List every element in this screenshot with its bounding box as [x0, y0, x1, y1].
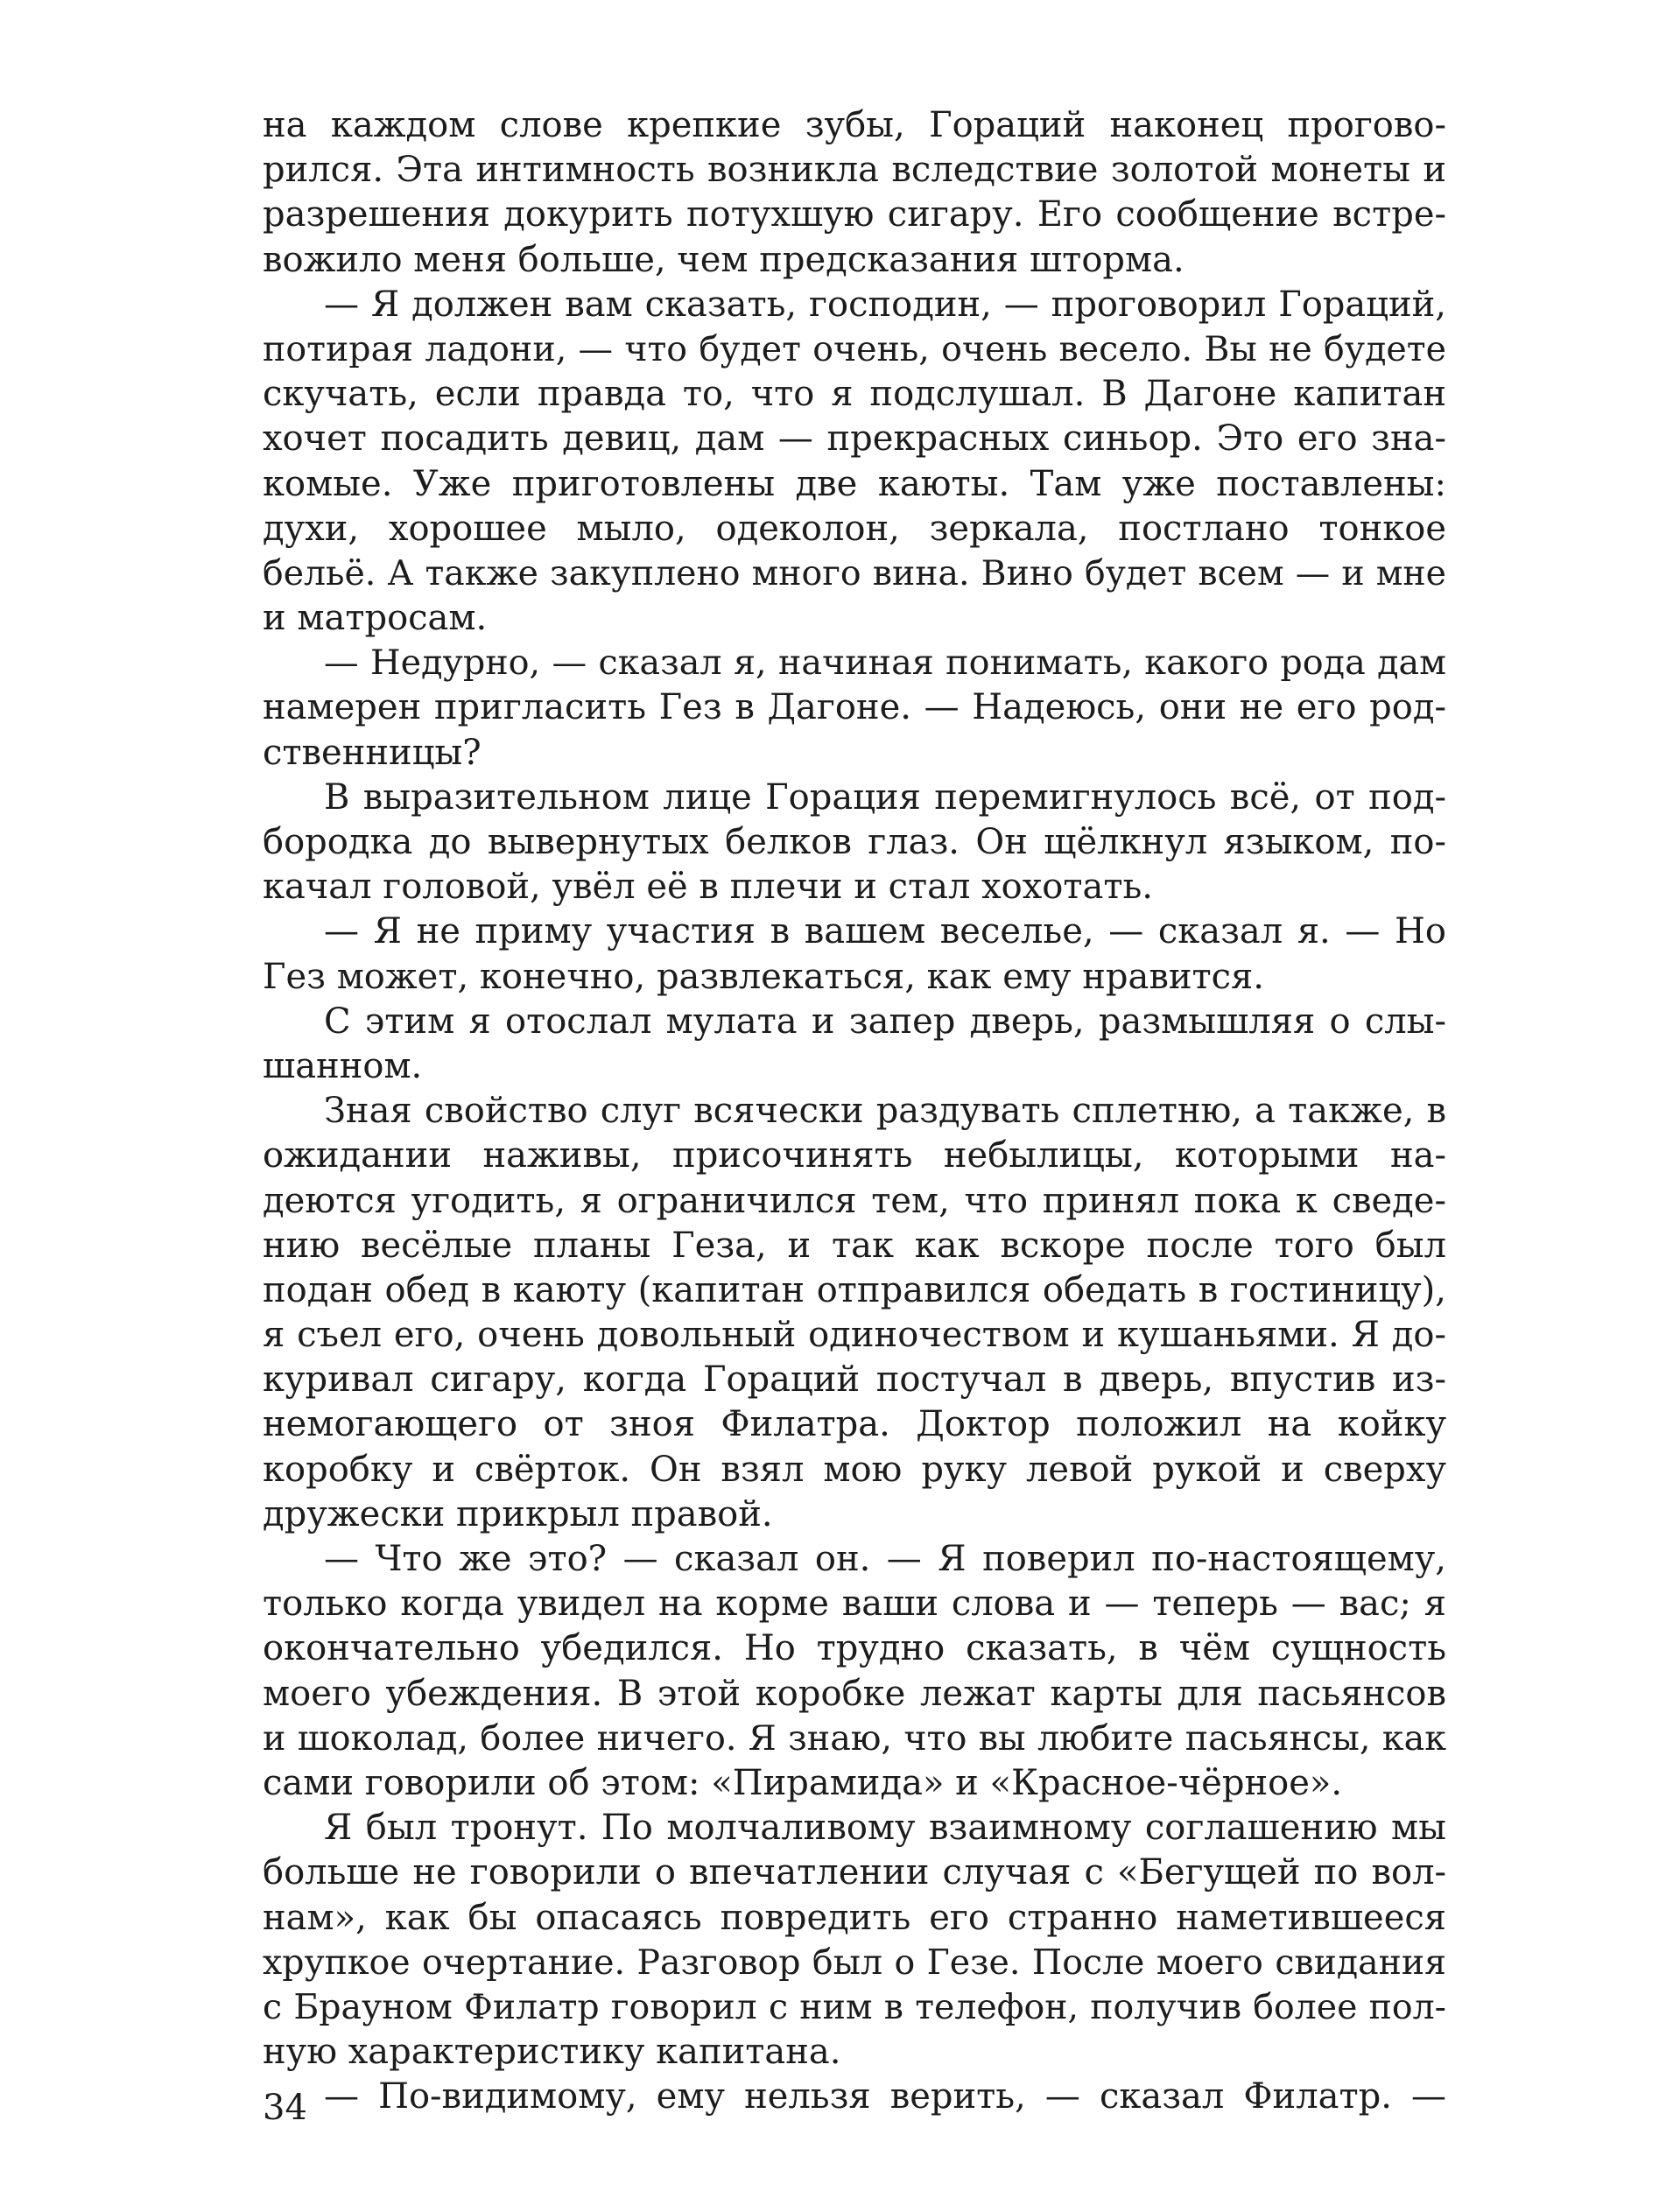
text-line: деются угодить, я ограничился тем, что принял пока к сведе-: [263, 1180, 1446, 1221]
text-line: комые. Уже приготовлены две каюты. Там уже поставлены:: [263, 463, 1446, 504]
text-line: вожило меня больше, чем предсказания шторма.: [263, 239, 1184, 280]
text-line: с Брауном Филатр говорил с ним в телефон, получив более пол-: [263, 1986, 1446, 2027]
text-line: — Недурно, — сказал я, начиная понимать, какого рода дам: [324, 643, 1446, 684]
text-line: разрешения докурить потухшую сигару. Его сообщение встре-: [263, 194, 1446, 235]
text-line: ную характеристику капитана.: [263, 2032, 841, 2073]
text-line: шанном.: [263, 1045, 423, 1086]
text-line: нам», как бы опасаясь повредить его странно наметившееся: [263, 1897, 1446, 1938]
text-line: и матросам.: [263, 598, 488, 639]
text-line: бородка до вывернутых белков глаз. Он щёлкнул языком, по-: [263, 822, 1446, 862]
text-line: подан обед в каюту (капитан отправился обедать в гостиницу),: [263, 1269, 1446, 1310]
text-line: духи, хорошее мыло, одеколон, зеркала, постлано тонкое: [263, 508, 1446, 549]
text-line: Гез может, конечно, развлекаться, как ему нравится.: [263, 956, 1265, 997]
text-line: я съел его, очень довольный одиночеством и кушаньями. Я до-: [263, 1315, 1446, 1356]
text-line: качал головой, увёл её в плечи и стал хохотать.: [263, 867, 1153, 908]
text-line: нию весёлые планы Геза, и так как вскоре после того был: [263, 1225, 1446, 1266]
text-line: сами говорили об этом: «Пирамида» и «Красное-чёрное».: [263, 1762, 1343, 1803]
text-line: — Я не приму участия в вашем веселье, — сказал я. — Но: [324, 911, 1446, 952]
text-line: куривал сигару, когда Гораций постучал в дверь, впустив из-: [263, 1359, 1446, 1401]
text-line: на каждом слове крепкие зубы, Гораций наконец прогово-: [263, 105, 1446, 145]
text-line: В выразительном лице Горация перемигнулось всё, от под-: [324, 776, 1446, 818]
book-page-text: [263, 103, 1446, 2187]
text-line: ожидании наживы, присочинять небылицы, которыми на-: [263, 1135, 1446, 1176]
text-line: Зная свойство слуг всячески раздувать сплетню, а также, в: [324, 1091, 1446, 1132]
text-line: ственницы?: [263, 732, 482, 773]
text-line: окончательно убедился. Но трудно сказать, в чём сущность: [263, 1628, 1446, 1669]
text-line: немогающего от зноя Филатра. Доктор положил на койку: [263, 1404, 1446, 1445]
text-line: — Что же это? — сказал он. — Я поверил по-настоящему,: [324, 1539, 1446, 1579]
text-line: скучать, если правда то, что я подслушал. В Дагоне капитан: [263, 374, 1446, 415]
text-line: — Я должен вам сказать, господин, — проговорил Гораций,: [324, 284, 1446, 325]
page-number: 34: [263, 2088, 307, 2128]
text-line: коробку и свёрток. Он взял мою руку левой рукой и сверху: [263, 1449, 1446, 1490]
text-line: хочет посадить девиц, дам — прекрасных синьор. Это его зна-: [263, 418, 1446, 460]
text-line: только когда увидел на корме ваши слова и — теперь — вас; я: [263, 1584, 1446, 1625]
text-line: рился. Эта интимность возникла вследствие золотой монеты и: [263, 150, 1446, 191]
text-line: намерен пригласить Гез в Дагоне. — Надеюсь, они не его род-: [263, 687, 1446, 728]
text-line: — По-видимому, ему нельзя верить, — сказал Филатр. —: [324, 2076, 1446, 2117]
text-line: Я был тронут. По молчаливому взаимному соглашению мы: [324, 1808, 1446, 1849]
text-line: С этим я отослал мулата и запер дверь, размышляя о слы-: [324, 1001, 1446, 1042]
text-line: моего убеждения. В этой коробке лежат карты для пасьянсов: [263, 1673, 1446, 1714]
text-line: потирая ладони, — что будет очень, очень весело. Вы не будете: [263, 328, 1446, 369]
text-line: хрупкое очертание. Разговор был о Гезе. После моего свидания: [263, 1942, 1446, 1983]
text-line: больше не говорили о впечатлении случая с «Бегущей по вол-: [263, 1852, 1446, 1893]
text-line: дружески прикрыл правой.: [263, 1493, 773, 1534]
text-line: и шоколад, более ничего. Я знаю, что вы любите пасьянсы, как: [263, 1717, 1446, 1759]
text-line: бельё. А также закуплено много вина. Вино будет всем — и мне: [263, 552, 1446, 593]
